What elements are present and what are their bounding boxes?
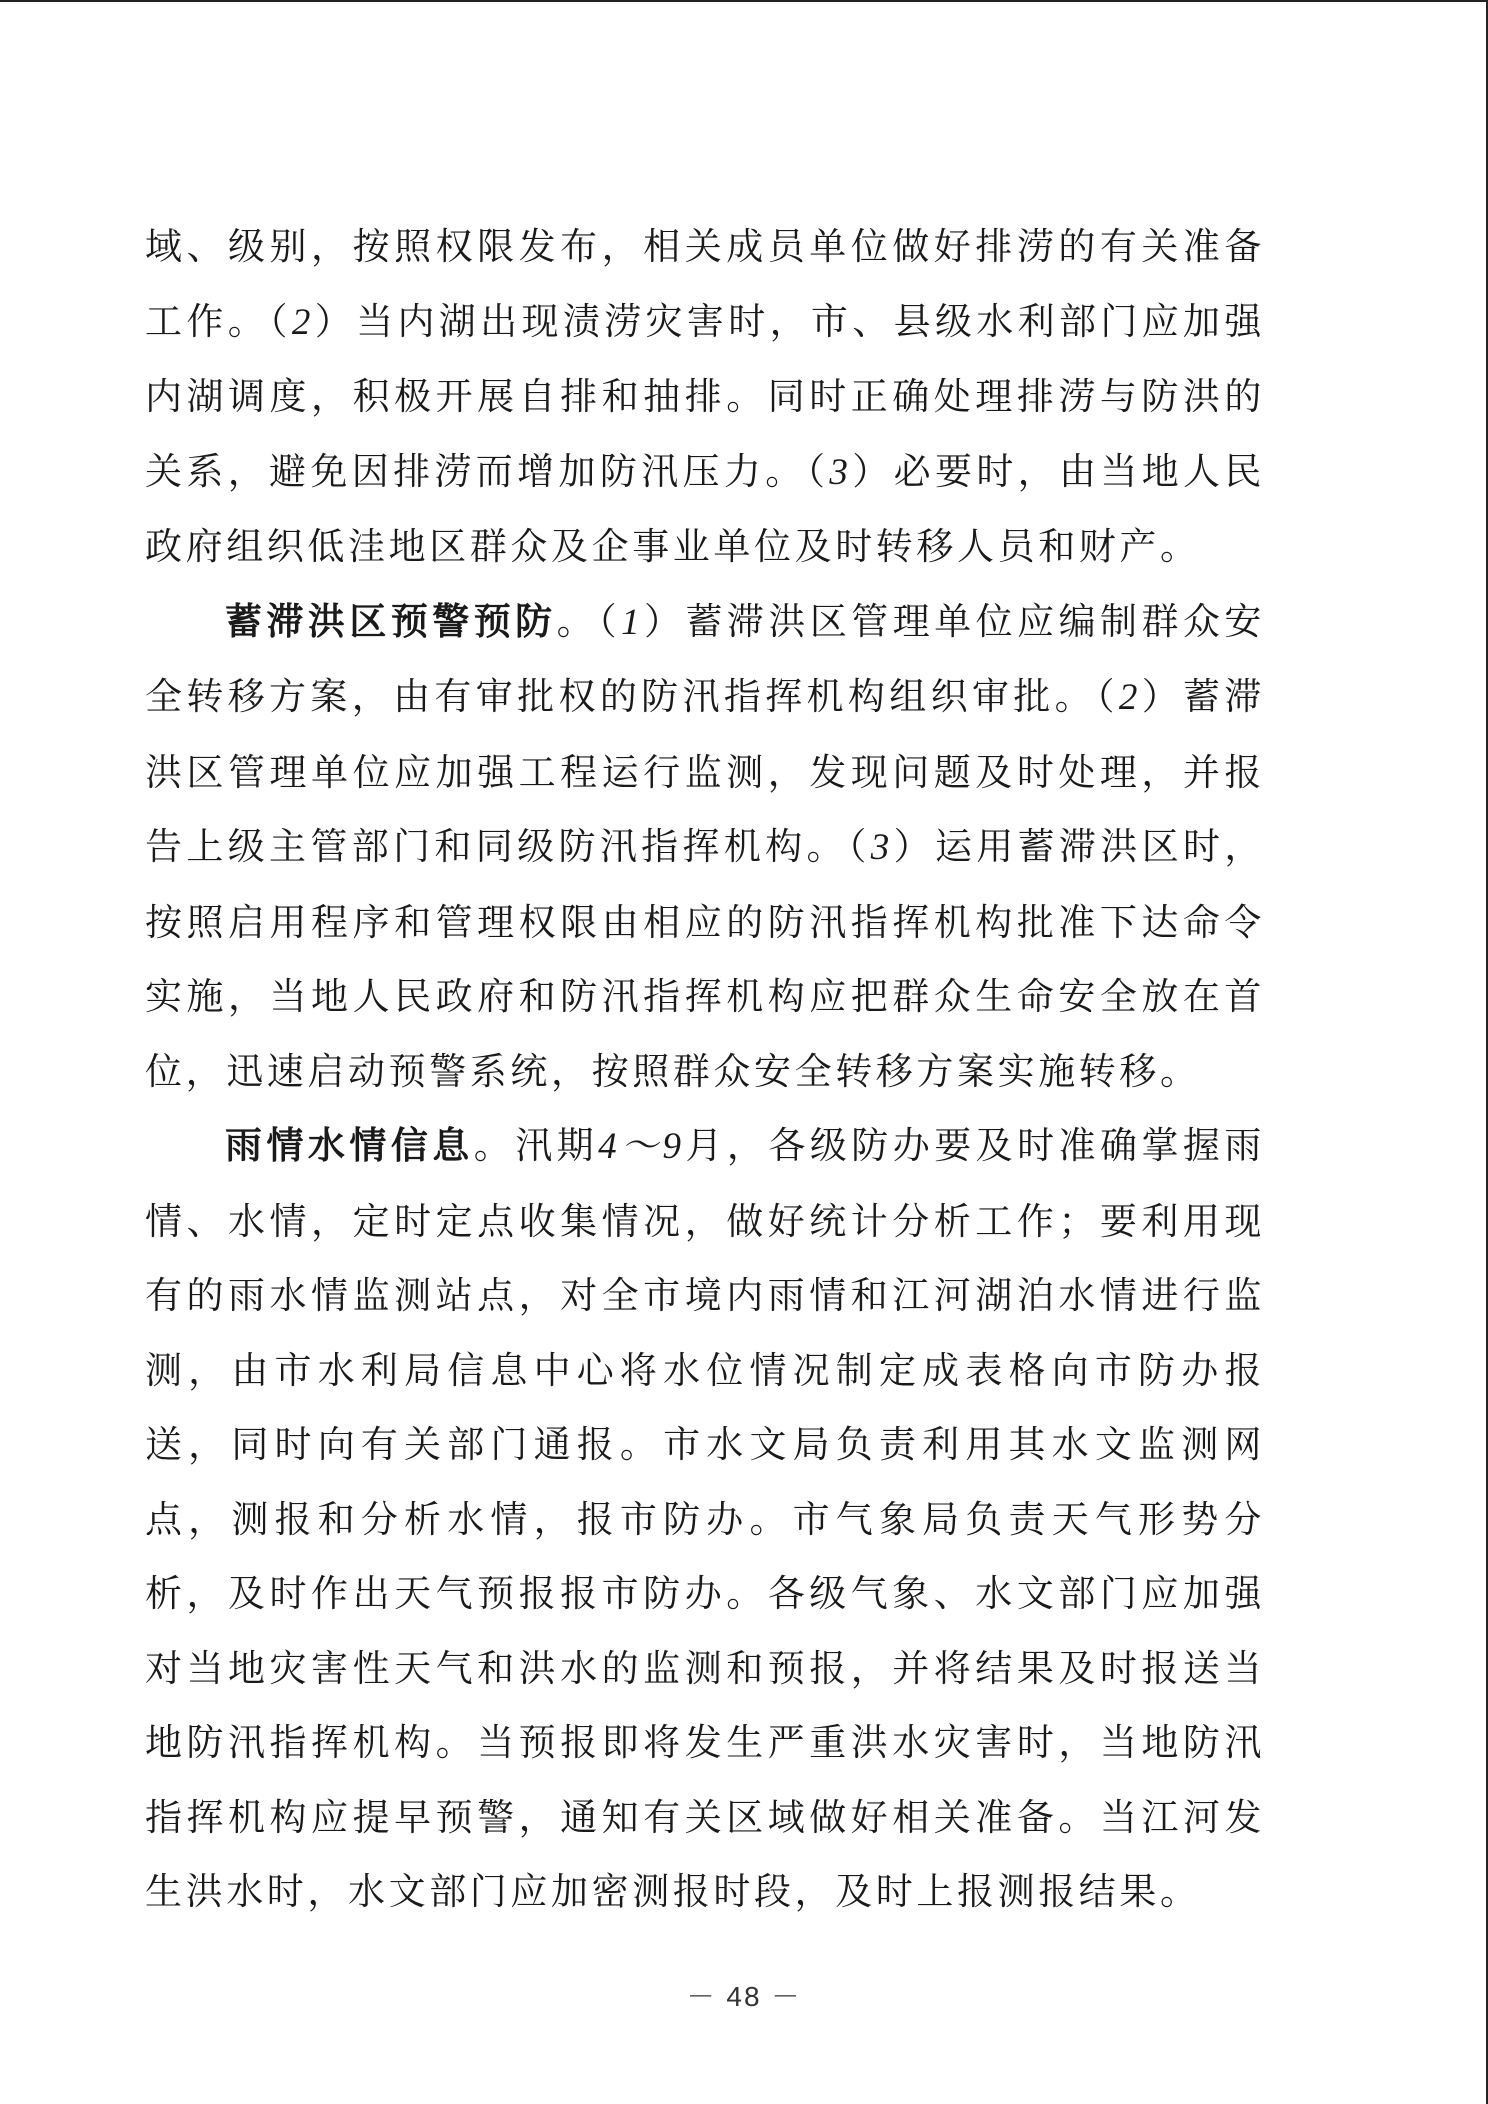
text-segment: ）必要时，由当地人民政府组织低洼地区群众及企事业单位及时转移人员和财产。 (145, 449, 1266, 568)
text-segment: 。汛期 (473, 1124, 599, 1167)
text-segment: ）当内湖出现渍涝灾害时，市、县级水利部门应加强内湖调度，积极开展自排和抽排。同时正确处理排涝与防洪的关系，避免因排涝而增加防汛压力。（ (145, 299, 1265, 493)
text-segment: ）蓄滞洪区管理单位应编制群众安全转移方案，由有审批权的防汛指挥机构组织审批。（ (145, 599, 1265, 718)
text-segment-numeral: 2 (1118, 677, 1141, 718)
page-number: － 48 － (686, 1981, 802, 2012)
text-segment: ）蓄滞洪区管理单位应加强工程运行监测，发现问题及时处理，并报告上级主管部门和同级防汛指挥机构。（ (145, 675, 1265, 868)
text-segment: 域、级别，按照权限发布，相关成员单位做好排涝的有关准备工作。（ (145, 225, 1265, 343)
text-segment-numeral: 3 (829, 451, 852, 493)
paragraph-flood-storage-warning (145, 585, 1265, 1110)
text-segment-numeral: 2 (291, 301, 314, 343)
text-segment: ）运用蓄滞洪区时，按照启用程序和管理权限由相应的防汛指挥机构批准下达命令实施，当地人民政府和防汛指挥机构应把群众生命安全放在首位，迅速启动预警系统，按照群众安全转移方案实施转移。 (145, 825, 1265, 1093)
paragraph-rain-water-info (145, 1109, 1265, 1930)
text-segment: 月，各级防办要及时准确掌握雨情、水情，定时定点收集情况，做好统计分析工作；要利用现有的雨水情监测站点，对全市境内雨情和江河湖泊水情进行监测，由市水利局信息中心将水位情况制定成表格向市防办报送，同时向有关部门通报。市水文局负责利用其水文监测网点，测报和分析水情，报市防办。市气象局负责天气形势分析，及时作出天气预报报市防办。各级气象、水文部门应加强对当地灾害性天气和洪水的监测和预报，并将结果及时报送当地防汛指挥机构。当预报即将发生严重洪水灾害时，当地防汛指挥机构应提早预警，通知有关区域做好相关准备。当江河发生洪水时，水文部门应加密测报时段，及时上报测报结果。 (145, 1124, 1265, 1913)
text-segment: 。（ (556, 599, 622, 643)
paragraph-drainage-continuation (145, 210, 1265, 585)
document-body (145, 210, 1265, 1930)
text-segment-numeral: 3 (870, 827, 893, 868)
text-segment-numeral: 1 (621, 601, 644, 643)
top-border-rule (0, 0, 1488, 2)
section-heading: 雨情水情信息 (225, 1124, 474, 1167)
text-segment-numeral: 4～9 (598, 1126, 685, 1167)
section-heading: 蓄滞洪区预警预防 (225, 599, 557, 643)
